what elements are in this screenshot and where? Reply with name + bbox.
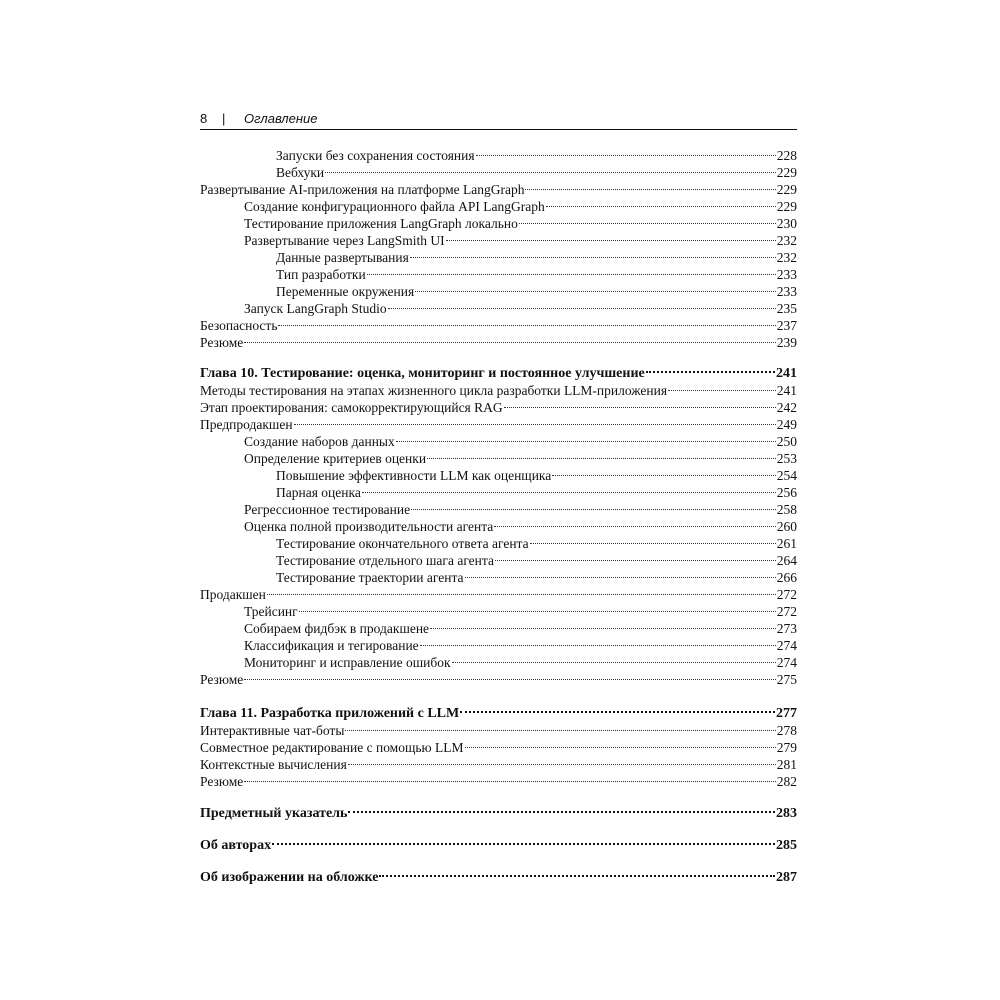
toc-entry-page: 230 (776, 216, 797, 231)
header-separator: | (222, 111, 226, 126)
toc-entry-title: Контекстные вычисления (200, 757, 347, 772)
toc-entry-title: Этап проектирования: самокорректирующийся RAG (200, 400, 503, 415)
toc-entry-title: Переменные окружения (276, 284, 415, 299)
toc-entry-page: 250 (776, 434, 797, 449)
toc-entry (244, 433, 797, 450)
dot-leader (465, 577, 776, 578)
toc-entry-title: Парная оценка (276, 485, 361, 500)
toc-entry-page: 229 (776, 165, 797, 180)
dot-leader (267, 594, 776, 595)
toc-entry-page: 232 (776, 233, 797, 248)
toc-entry-page: 260 (776, 519, 797, 534)
toc-entry (276, 569, 797, 586)
toc-entry-page: 239 (776, 335, 797, 350)
toc-entry-title: Трейсинг (244, 604, 298, 619)
toc-entry (200, 739, 797, 756)
toc-entry (200, 671, 797, 688)
toc-entry (244, 232, 797, 249)
toc-entry-page: 233 (776, 267, 797, 282)
toc-entry-title: Предпродакшен (200, 417, 293, 432)
toc-entry-title: Продакшен (200, 587, 266, 602)
toc-entry (200, 317, 797, 334)
toc-entry (276, 467, 797, 484)
toc-entry-page: 266 (776, 570, 797, 585)
toc-entry (276, 484, 797, 501)
toc-entry-page: 283 (776, 806, 797, 821)
toc-entry-title: Регрессионное тестирование (244, 502, 411, 517)
dot-leader (525, 189, 775, 190)
dot-leader (446, 240, 776, 241)
toc-entry-title: Данные развертывания (276, 250, 409, 265)
toc-entry (200, 334, 797, 351)
toc-entry-title: Интерактивные чат-боты (200, 723, 345, 738)
toc-entry-title: Повышение эффективности LLM как оценщика (276, 468, 552, 483)
toc-entry-title: Определение критериев оценки (244, 451, 427, 466)
toc-entry-title: Запуски без сохранения состояния (276, 148, 475, 163)
dot-leader (362, 492, 776, 493)
dot-leader (427, 458, 776, 459)
toc-entry-title: Предметный указатель (200, 806, 348, 821)
dot-leader (452, 662, 776, 663)
toc-entry-page: 277 (776, 706, 797, 721)
toc-entry-page: 275 (776, 672, 797, 687)
dot-leader (299, 611, 776, 612)
toc-entry-page: 285 (776, 838, 797, 853)
toc-entry (200, 181, 797, 198)
toc-chapter-entry (200, 365, 797, 382)
toc-entry-title: Запуск LangGraph Studio (244, 301, 387, 316)
toc-entry (276, 283, 797, 300)
toc-entry-title: Глава 10. Тестирование: оценка, мониторинг и постоянное улучшение (200, 366, 645, 381)
dot-leader (388, 308, 776, 309)
toc-entry-page: 282 (776, 774, 797, 789)
toc-entry-page: 254 (776, 468, 797, 483)
dot-leader (519, 223, 776, 224)
dot-leader (244, 781, 775, 782)
dot-leader (415, 291, 776, 292)
toc-entry-page: 249 (776, 417, 797, 432)
toc-entry (276, 249, 797, 266)
toc-entry-title: Создание наборов данных (244, 434, 395, 449)
dot-leader (272, 843, 775, 845)
toc-entry-title: Мониторинг и исправление ошибок (244, 655, 451, 670)
toc-entry-page: 256 (776, 485, 797, 500)
dot-leader (244, 679, 775, 680)
toc-entry (244, 518, 797, 535)
toc-entry-page: 273 (776, 621, 797, 636)
dot-leader (460, 711, 775, 713)
dot-leader (530, 543, 776, 544)
dot-leader (430, 628, 776, 629)
toc-entry (244, 198, 797, 215)
dot-leader (325, 172, 776, 173)
dot-leader (476, 155, 776, 156)
toc-entry-title: Глава 11. Разработка приложений с LLM (200, 706, 460, 721)
toc-entry-title: Резюме (200, 774, 244, 789)
toc-entry-title: Тип разработки (276, 267, 366, 282)
toc-entry (276, 552, 797, 569)
dot-leader (465, 747, 776, 748)
toc-entry-page: 272 (776, 587, 797, 602)
dot-leader (420, 645, 776, 646)
toc-entry (244, 637, 797, 654)
dot-leader (244, 342, 775, 343)
toc-entry (276, 266, 797, 283)
toc-entry (244, 501, 797, 518)
dot-leader (411, 509, 776, 510)
dot-leader (278, 325, 775, 326)
toc-entry-page: 272 (776, 604, 797, 619)
toc-entry-page: 281 (776, 757, 797, 772)
toc-chapter-entry (200, 869, 797, 886)
toc-entry-page: 229 (776, 182, 797, 197)
toc-entry-title: Тестирование отдельного шага агента (276, 553, 494, 568)
dot-leader (367, 274, 776, 275)
toc-entry-title: Классификация и тегирование (244, 638, 419, 653)
toc-entry-page: 235 (776, 301, 797, 316)
dot-leader (345, 730, 775, 731)
dot-leader (379, 875, 775, 877)
toc-entry-title: Собираем фидбэк в продакшене (244, 621, 430, 636)
toc-entry-title: Тестирование траектории агента (276, 570, 464, 585)
dot-leader (494, 526, 776, 527)
dot-leader (552, 475, 775, 476)
dot-leader (348, 764, 776, 765)
toc-entry (200, 773, 797, 790)
toc-entry (200, 722, 797, 739)
toc-entry-page: 274 (776, 655, 797, 670)
dot-leader (396, 441, 776, 442)
toc-entry (200, 399, 797, 416)
dot-leader (546, 206, 776, 207)
toc-entry-page: 253 (776, 451, 797, 466)
dot-leader (504, 407, 776, 408)
dot-leader (668, 390, 776, 391)
toc-entry-page: 261 (776, 536, 797, 551)
toc-entry-page: 241 (776, 366, 797, 381)
dot-leader (294, 424, 776, 425)
toc-entry (200, 756, 797, 773)
toc-entry (244, 620, 797, 637)
toc-entry (244, 300, 797, 317)
toc-chapter-entry (200, 805, 797, 822)
dot-leader (646, 371, 775, 373)
toc-entry-page: 274 (776, 638, 797, 653)
toc-entry-title: Развертывание через LangSmith UI (244, 233, 445, 248)
running-title: Оглавление (244, 111, 318, 126)
toc-entry-page: 287 (776, 870, 797, 885)
toc-entry-title: Оценка полной производительности агента (244, 519, 494, 534)
toc-entry (276, 535, 797, 552)
toc-entry-page: 237 (776, 318, 797, 333)
toc-chapter-entry (200, 837, 797, 854)
toc-entry-title: Об изображении на обложке (200, 870, 379, 885)
toc-entry-page: 232 (776, 250, 797, 265)
toc-entry-page: 279 (776, 740, 797, 755)
toc-entry-title: Вебхуки (276, 165, 325, 180)
toc-entry (244, 450, 797, 467)
toc-entry (200, 416, 797, 433)
toc-entry-page: 264 (776, 553, 797, 568)
toc-chapter-entry (200, 705, 797, 722)
toc-entry (244, 654, 797, 671)
toc-entry-title: Резюме (200, 672, 244, 687)
toc-entry-title: Тестирование окончательного ответа агента (276, 536, 529, 551)
page-number: 8 (200, 111, 208, 126)
toc-entry-title: Методы тестирования на этапах жизненного цикла разработки LLM-приложения (200, 383, 668, 398)
toc-entry-title: Создание конфигурационного файла API LangGraph (244, 199, 545, 214)
toc-entry-title: Об авторах (200, 838, 272, 853)
dot-leader (348, 811, 775, 813)
toc-entry-title: Резюме (200, 335, 244, 350)
toc-entry (276, 164, 797, 181)
toc-entry-title: Безопасность (200, 318, 278, 333)
toc-entry-page: 242 (776, 400, 797, 415)
toc-entry-page: 233 (776, 284, 797, 299)
toc-entry (244, 215, 797, 232)
toc-entry-page: 241 (776, 383, 797, 398)
toc-entry-page: 228 (776, 148, 797, 163)
toc-entry-title: Развертывание AI-приложения на платформе LangGraph (200, 182, 525, 197)
toc-entry (200, 382, 797, 399)
dot-leader (495, 560, 776, 561)
toc-entry (200, 586, 797, 603)
toc-entry-page: 278 (776, 723, 797, 738)
toc-entry-title: Совместное редактирование с помощью LLM (200, 740, 464, 755)
toc-entry (244, 603, 797, 620)
toc-entry-page: 229 (776, 199, 797, 214)
toc-entry (276, 147, 797, 164)
dot-leader (410, 257, 776, 258)
toc-entry-title: Тестирование приложения LangGraph локально (244, 216, 518, 231)
toc-entry-page: 258 (776, 502, 797, 517)
